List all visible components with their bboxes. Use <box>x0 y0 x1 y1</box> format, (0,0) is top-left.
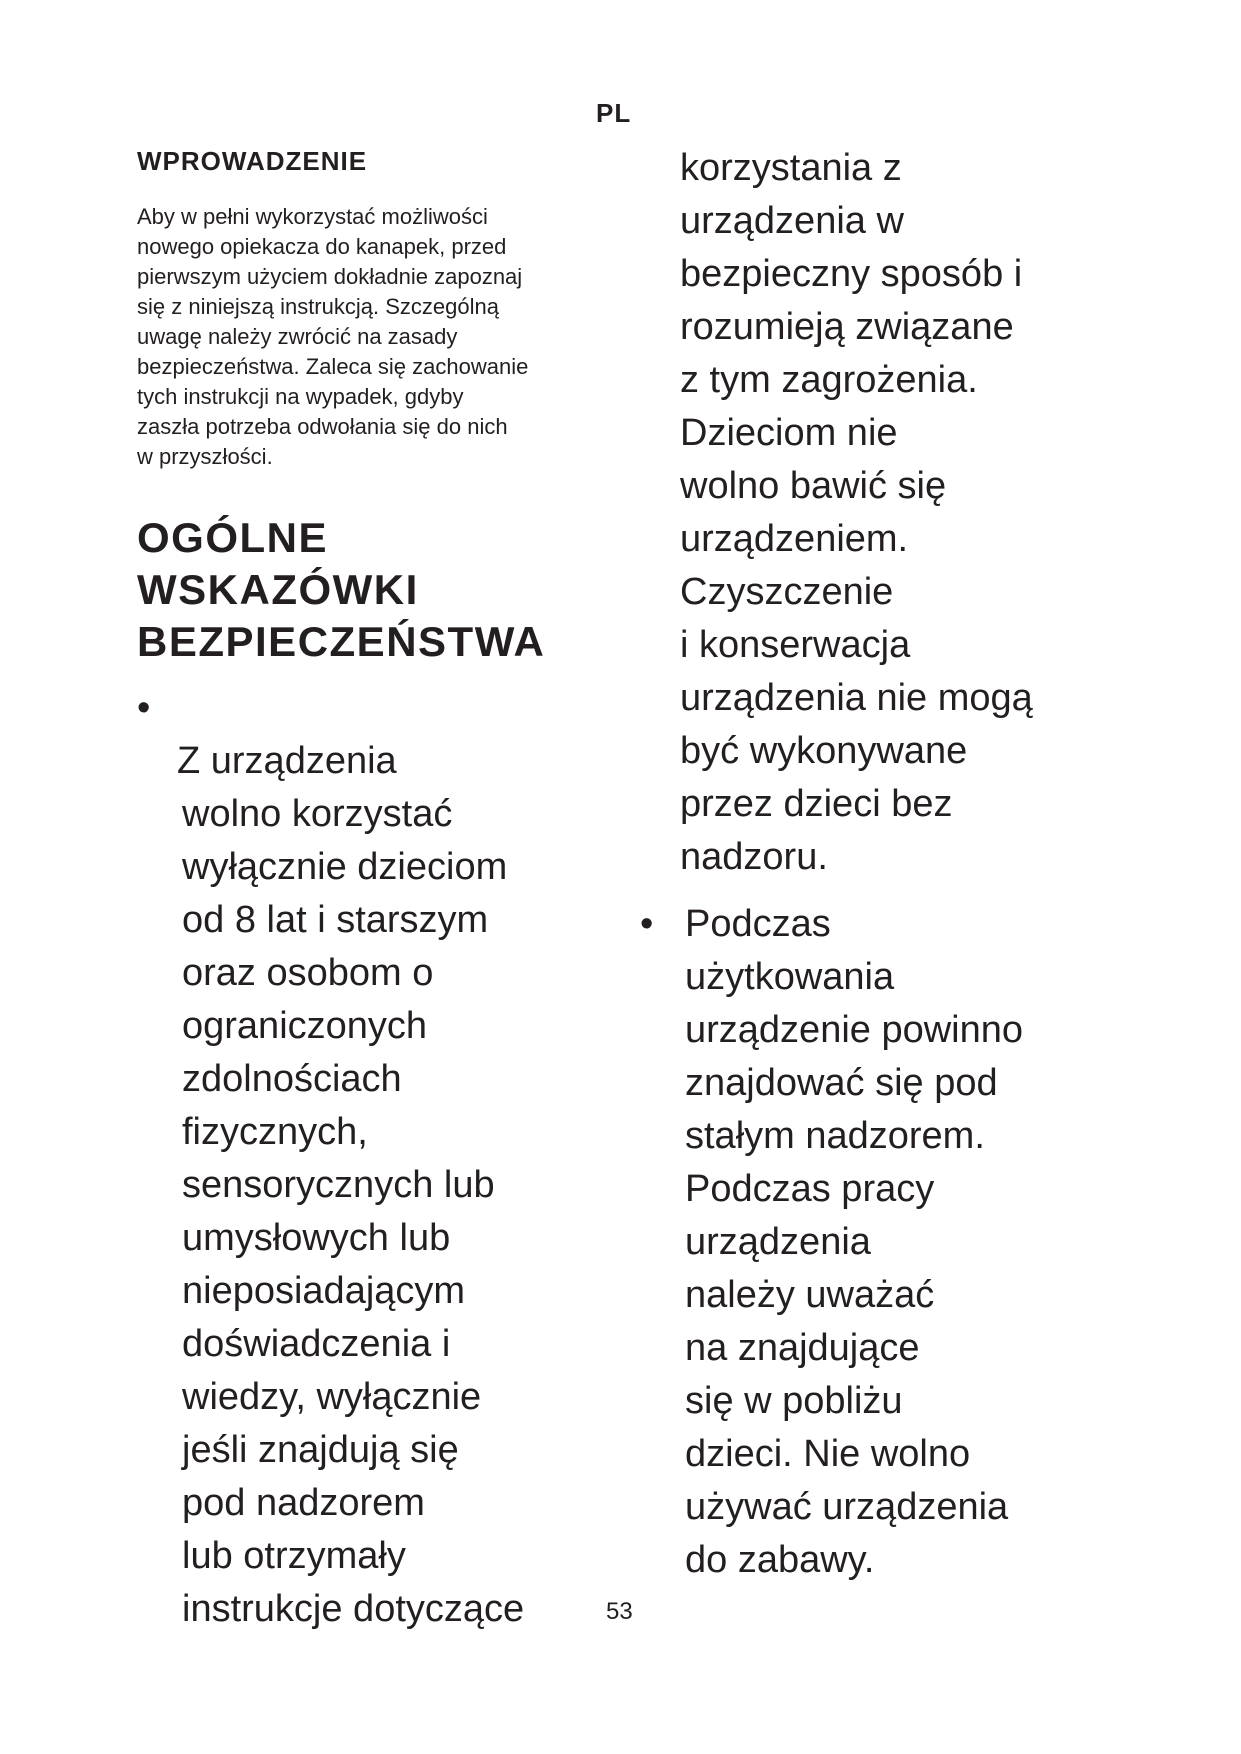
bullet-2-text: Podczas użytkowania urządzenie powinno znajdować się pod stałym nadzorem. Podczas pracy urządzenia należy uważać na znajdujące się w pobliżu dzieci. Nie wolno używać urządzenia do zabawy. <box>685 903 1024 1581</box>
bullet-1-rest: wolno korzystać wyłącznie dzieciom od 8 lat i starszym oraz osobom o ograniczonych zdolnościach fizycznych, sensorycznych lub umysłowych lub nieposiadającym doświadczenia i wiedzy, wyłącznie jeśli znajdują się pod nadzorem lub otrzymały instrukcje dotyczące <box>182 793 525 1630</box>
bullet-1-continued: korzystania z urządzenia w bezpieczny sposób i rozumieją związane z tym zagrożenia. Dzieciom nie wolno bawić się urządzeniem. Czyszczenie i konserwacja urządzenia nie mogą być wykonywane przez dzieci bez nadzoru. <box>680 147 1033 878</box>
bullet-icon: • <box>640 903 654 945</box>
left-column <box>137 146 597 1636</box>
language-code: PL <box>596 98 632 128</box>
safety-bullet-2 <box>640 898 1140 1587</box>
bullet-icon: • <box>137 687 151 729</box>
intro-paragraph: Aby w pełni wykorzystać możliwości nowego opiekacza do kanapek, przed pierwszym użyciem dokładnie zapoznaj się z niniejszą instrukcją. Szczególną uwagę należy zwrócić na zasady bezpieczeństwa. Zaleca się zachowanie tych instrukcji na wypadek, gdyby zaszła potrzeba odwołania się do nich w przyszłości. <box>137 204 529 469</box>
safety-heading: OGÓLNE WSKAZÓWKI BEZPIECZEŃSTWA <box>137 514 546 665</box>
safety-bullet-1 <box>137 682 597 1636</box>
right-column <box>640 142 1140 1587</box>
page-number: 53 <box>606 1598 633 1625</box>
bullet-1-first-line: Z urządzenia <box>177 740 397 782</box>
intro-heading: WPROWADZENIE <box>137 146 368 176</box>
bullet-1-text <box>177 682 597 1636</box>
